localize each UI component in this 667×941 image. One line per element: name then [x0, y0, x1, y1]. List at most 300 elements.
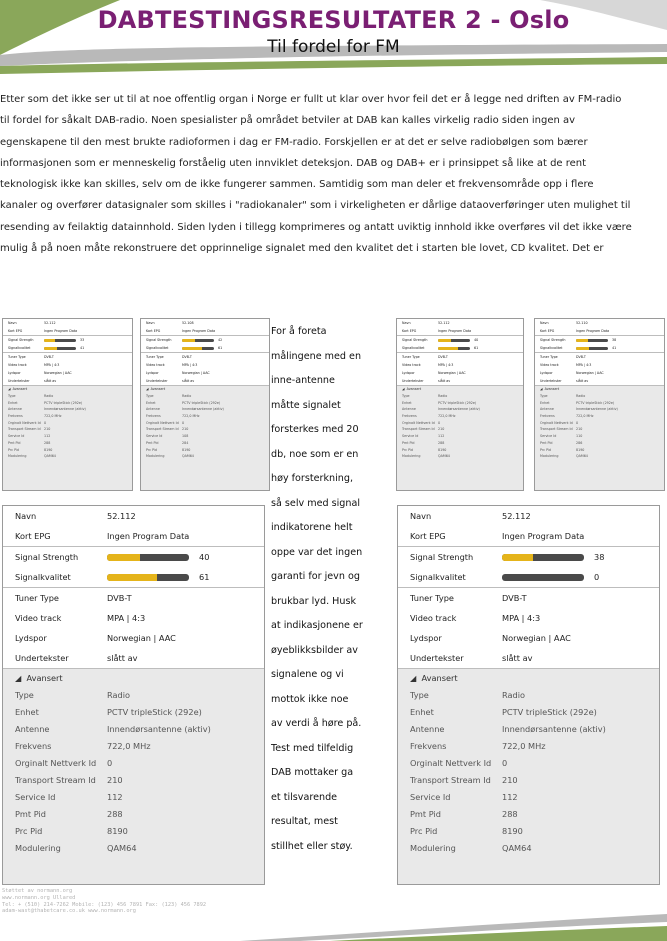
- signalkvalitet-bar-fill: [44, 347, 57, 350]
- value-prc-pid: 8190: [44, 447, 53, 452]
- signal-strength-bar-fill: [438, 339, 451, 342]
- row-lydspor: [398, 628, 659, 648]
- mid-line: et tilsvarende: [271, 791, 338, 803]
- row-service-id: [3, 433, 132, 440]
- row-signal-strength: [398, 547, 659, 567]
- advanced-toggle[interactable]: [535, 386, 664, 393]
- row-signalkvalitet: [535, 344, 664, 352]
- row-undertekster: [3, 377, 132, 385]
- row-antenne: [3, 406, 132, 413]
- value-navn: 52.112: [502, 511, 531, 521]
- row-signal-strength: [535, 336, 664, 344]
- label-tuner-type: Tuner Type: [410, 593, 454, 603]
- label-type: Type: [146, 394, 154, 399]
- advanced-toggle[interactable]: [3, 386, 132, 393]
- value-navn: 52.110: [576, 321, 588, 325]
- row-signalkvalitet: [141, 344, 269, 352]
- value-video-track: MPA | 4:3: [44, 363, 60, 367]
- row-type: [3, 393, 132, 400]
- advanced-label: Avansert: [12, 387, 28, 392]
- intro-line: mulig å på noen måte rekonstruere det opprinnelige signalet med den kvalitet det i starten ble lovet, CD kvalitet. Det er: [0, 243, 604, 255]
- row-tuner-type: [3, 588, 264, 608]
- row-signal-strength: [3, 547, 264, 567]
- value-video-track: MPA | 4:3: [576, 363, 592, 367]
- row-lydspor: [535, 369, 664, 377]
- label-signal-strength: Signal Strength: [8, 338, 34, 342]
- value-transport-stream-id: 210: [438, 427, 445, 432]
- row-frekvens: [3, 413, 132, 420]
- label-type: Type: [540, 394, 548, 399]
- panel-top-section: [398, 506, 659, 546]
- label-navn: Navn: [540, 321, 549, 325]
- value-signalkvalitet: 61: [218, 346, 223, 350]
- mid-line: inne-antenne: [271, 375, 335, 386]
- value-pmt-pid: 284: [182, 440, 189, 445]
- label-video-track: Video track: [402, 363, 421, 367]
- value-kort-epg: Ingen Program Data: [182, 329, 216, 333]
- value-navn: 52.112: [438, 321, 450, 325]
- value-service-id: 112: [44, 434, 51, 439]
- label-pmt-pid: Pmt Pid: [410, 808, 441, 819]
- signal-strength-bar: [438, 339, 470, 342]
- label-undertekster: Undertekster: [8, 379, 30, 383]
- value-lydspor: Norwegian | AAC: [182, 371, 210, 375]
- row-modulering: [398, 839, 659, 856]
- row-modulering: [3, 453, 132, 460]
- signalkvalitet-bar: [44, 347, 76, 350]
- value-signalkvalitet: 0: [594, 572, 600, 582]
- signalkvalitet-bar: [576, 347, 608, 350]
- value-kort-epg: Ingen Program Data: [576, 329, 610, 333]
- value-enhet: PCTV tripleStick (292e): [576, 400, 615, 405]
- row-signal-strength: [397, 336, 523, 344]
- footer-line: Tel: + (510) 214-7262 Mobile: (123) 456 7891 Fax: (123) 456 7892: [2, 901, 207, 908]
- signalkvalitet-bar-fill: [438, 347, 458, 350]
- value-type: Radio: [107, 689, 131, 700]
- collapse-triangle-icon: ◢: [8, 387, 13, 392]
- label-tuner-type: Tuner Type: [8, 355, 26, 359]
- value-video-track: MPA | 4:3: [107, 613, 146, 623]
- label-signalkvalitet: Signalkvalitet: [410, 572, 466, 582]
- label-kort-epg: Kort EPG: [15, 531, 51, 541]
- panel-top-section: [141, 319, 269, 335]
- label-prc-pid: Prc Pid: [15, 825, 43, 836]
- collapse-triangle-icon: ◢: [402, 387, 407, 392]
- mid-line: Test med tilfeldig: [271, 742, 354, 754]
- signal-strength-bar: [502, 554, 584, 561]
- label-type: Type: [402, 394, 410, 399]
- label-frekvens: Frekvens: [15, 740, 52, 751]
- label-orginalt-nettverk-id: Orginalt Nettverk Id: [8, 420, 41, 425]
- value-prc-pid: 8190: [182, 447, 191, 452]
- label-signal-strength: Signal Strength: [15, 552, 79, 562]
- value-enhet: PCTV tripleStick (292e): [44, 400, 83, 405]
- row-signalkvalitet: [3, 344, 132, 352]
- row-transport-stream-id: [398, 771, 659, 788]
- row-antenne: [398, 720, 659, 737]
- value-signal-strength: 40: [199, 552, 210, 562]
- row-video-track: [398, 608, 659, 628]
- label-kort-epg: Kort EPG: [8, 329, 23, 333]
- value-prc-pid: 8190: [576, 447, 585, 452]
- label-frekvens: Frekvens: [8, 414, 23, 419]
- row-tuner-type: [141, 353, 269, 361]
- value-modulering: QAM64: [576, 454, 588, 459]
- label-kort-epg: Kort EPG: [540, 329, 555, 333]
- value-transport-stream-id: 210: [44, 427, 51, 432]
- label-enhet: Enhet: [8, 400, 18, 405]
- row-undertekster: [3, 648, 264, 668]
- label-undertekster: Undertekster: [15, 653, 69, 663]
- value-navn: 52.112: [44, 321, 56, 325]
- row-video-track: [397, 361, 523, 369]
- signal-strength-bar-fill: [107, 554, 140, 561]
- signalkvalitet-bar-fill: [182, 347, 202, 350]
- label-pmt-pid: Pmt Pid: [146, 440, 159, 445]
- row-enhet: [3, 703, 264, 720]
- label-frekvens: Frekvens: [540, 414, 555, 419]
- label-prc-pid: Prc Pid: [146, 447, 157, 452]
- label-navn: Navn: [410, 511, 432, 521]
- collapse-triangle-icon: ◢: [15, 672, 27, 683]
- value-service-id: 108: [182, 434, 189, 439]
- signalkvalitet-bar: [438, 347, 470, 350]
- label-transport-stream-id: Transport Stream Id: [540, 427, 573, 432]
- label-signal-strength: Signal Strength: [540, 338, 566, 342]
- value-tuner-type: DVB-T: [44, 355, 54, 359]
- label-enhet: Enhet: [540, 400, 550, 405]
- row-navn: [141, 319, 269, 327]
- value-modulering: QAM64: [182, 454, 194, 459]
- advanced-label: Avansert: [421, 672, 458, 683]
- footer-line: www.normann.org Ullared: [2, 894, 76, 901]
- value-modulering: QAM64: [107, 842, 137, 853]
- advanced-toggle[interactable]: [397, 386, 523, 393]
- label-video-track: Video track: [540, 363, 559, 367]
- tuner-info-panel-small-4: [534, 318, 665, 491]
- footer-line: adam-wast@thabetcare.co.uk www.normann.org: [2, 908, 136, 915]
- signal-strength-bar: [44, 339, 76, 342]
- row-kort-epg: [398, 526, 659, 546]
- value-type: Radio: [438, 394, 448, 399]
- row-navn: [398, 506, 659, 526]
- row-orginalt-nettverk-id: [535, 419, 664, 426]
- label-undertekster: Undertekster: [540, 379, 562, 383]
- row-frekvens: [397, 413, 523, 420]
- tuner-info-panel-small-1: [2, 318, 133, 491]
- label-modulering: Modulering: [146, 454, 165, 459]
- value-frekvens: 722,0 MHz: [576, 414, 594, 419]
- row-lydspor: [141, 369, 269, 377]
- row-frekvens: [535, 413, 664, 420]
- row-service-id: [3, 788, 264, 805]
- value-tuner-type: DVB-T: [438, 355, 448, 359]
- label-service-id: Service Id: [410, 791, 451, 802]
- value-lydspor: Norwegian | AAC: [576, 371, 604, 375]
- row-modulering: [535, 453, 664, 460]
- intro-line: teknologisk ikke kan skilles, selv om de ikke fungerer sammen. Samtidig som man deler et frekvensområde opp i flere: [0, 179, 594, 191]
- label-signalkvalitet: Signalkvalitet: [15, 572, 71, 582]
- footer-line: Støttet av normann.org: [2, 888, 73, 894]
- value-tuner-type: DVB-T: [502, 593, 527, 603]
- label-antenne: Antenne: [146, 407, 160, 412]
- label-antenne: Antenne: [8, 407, 22, 412]
- label-frekvens: Frekvens: [146, 414, 161, 419]
- row-pmt-pid: [535, 440, 664, 447]
- mid-line: oppe var det ingen: [271, 546, 363, 558]
- advanced-toggle[interactable]: [141, 386, 269, 393]
- value-navn: 52.112: [107, 511, 136, 521]
- row-prc-pid: [3, 446, 132, 453]
- label-modulering: Modulering: [402, 454, 421, 459]
- label-orginalt-nettverk-id: Orginalt Nettverk Id: [402, 420, 435, 425]
- label-orginalt-nettverk-id: Orginalt Nettverk Id: [15, 757, 97, 768]
- row-undertekster: [398, 648, 659, 668]
- mid-line: indikatorene helt: [271, 522, 353, 533]
- value-signal-strength: 42: [218, 338, 223, 342]
- label-signal-strength: Signal Strength: [410, 552, 474, 562]
- label-undertekster: Undertekster: [410, 653, 464, 663]
- mid-line: så selv med signal: [271, 497, 360, 509]
- value-service-id: 112: [502, 791, 518, 802]
- advanced-section: [397, 386, 523, 460]
- row-lydspor: [397, 369, 523, 377]
- row-tuner-type: [397, 353, 523, 361]
- value-pmt-pid: 288: [107, 808, 123, 819]
- advanced-section: [3, 386, 132, 460]
- value-frekvens: 722,0 MHz: [44, 414, 62, 419]
- row-signalkvalitet: [3, 567, 264, 587]
- row-kort-epg: [3, 327, 132, 335]
- row-orginalt-nettverk-id: [397, 419, 523, 426]
- intro-line: Etter som det ikke ser ut til at noe offentlig organ i Norge er fullt ut klar over hvor feil det er å legge ned driften av FM-radio: [0, 94, 622, 105]
- mid-line: For å foreta: [271, 326, 327, 337]
- label-navn: Navn: [15, 511, 37, 521]
- signal-strength-bar: [182, 339, 214, 342]
- label-transport-stream-id: Transport Stream Id: [146, 427, 179, 432]
- row-antenne: [397, 406, 523, 413]
- row-navn: [535, 319, 664, 327]
- advanced-toggle[interactable]: [3, 669, 264, 686]
- mid-line: av verdi å høre på.: [271, 718, 362, 729]
- intro-line: resending av feilaktig datainnhold. Siden lyden i tillegg komprimeres og antatt uviktig innhold ikke overføres vil det ikke være: [0, 221, 632, 233]
- collapse-triangle-icon: ◢: [146, 387, 151, 392]
- value-type: Radio: [182, 394, 192, 399]
- value-enhet: PCTV tripleStick (292e): [182, 400, 221, 405]
- row-modulering: [3, 839, 264, 856]
- panel-signal-section: [141, 336, 269, 352]
- row-orginalt-nettverk-id: [141, 419, 269, 426]
- value-pmt-pid: 288: [438, 440, 445, 445]
- value-enhet: PCTV tripleStick (292e): [502, 706, 597, 717]
- label-service-id: Service Id: [540, 434, 557, 439]
- row-orginalt-nettverk-id: [3, 754, 264, 771]
- value-type: Radio: [576, 394, 586, 399]
- advanced-section: [141, 386, 269, 460]
- row-modulering: [397, 453, 523, 460]
- row-frekvens: [398, 737, 659, 754]
- row-transport-stream-id: [3, 426, 132, 433]
- mid-line: signalene og vi: [271, 669, 344, 680]
- label-orginalt-nettverk-id: Orginalt Nettverk Id: [410, 757, 492, 768]
- label-lydspor: Lydspor: [8, 371, 21, 375]
- advanced-section: [535, 386, 664, 460]
- value-signalkvalitet: 61: [474, 346, 479, 350]
- tuner-info-panel-small-3: [396, 318, 524, 491]
- label-tuner-type: Tuner Type: [146, 355, 164, 359]
- value-navn: 52.108: [182, 321, 194, 325]
- advanced-label: Avansert: [544, 387, 560, 392]
- row-signalkvalitet: [397, 344, 523, 352]
- row-kort-epg: [535, 327, 664, 335]
- row-service-id: [535, 433, 664, 440]
- value-kort-epg: Ingen Program Data: [502, 531, 585, 541]
- label-modulering: Modulering: [8, 454, 27, 459]
- panel-track-section: [3, 353, 132, 385]
- row-antenne: [535, 406, 664, 413]
- label-enhet: Enhet: [410, 706, 434, 717]
- panel-track-section: [535, 353, 664, 385]
- intro-paragraph: [0, 89, 667, 259]
- label-tuner-type: Tuner Type: [402, 355, 420, 359]
- row-service-id: [398, 788, 659, 805]
- row-enhet: [141, 399, 269, 406]
- label-type: Type: [15, 689, 34, 700]
- row-tuner-type: [398, 588, 659, 608]
- advanced-section: [398, 669, 659, 856]
- row-lydspor: [3, 369, 132, 377]
- label-modulering: Modulering: [410, 842, 456, 853]
- value-signalkvalitet: 61: [199, 572, 210, 582]
- value-lydspor: Norwegian | AAC: [44, 371, 72, 375]
- value-signalkvalitet: 41: [80, 346, 85, 350]
- value-undertekster: slått av: [438, 379, 451, 383]
- value-orginalt-nettverk-id: 0: [107, 757, 113, 768]
- row-type: [3, 686, 264, 703]
- value-prc-pid: 8190: [502, 825, 523, 836]
- label-signal-strength: Signal Strength: [402, 338, 428, 342]
- value-signal-strength: 38: [612, 338, 617, 342]
- mid-line: måtte signalet: [271, 399, 341, 411]
- advanced-label: Avansert: [406, 387, 422, 392]
- row-signal-strength: [141, 336, 269, 344]
- label-pmt-pid: Pmt Pid: [540, 440, 553, 445]
- label-prc-pid: Prc Pid: [8, 447, 19, 452]
- row-signal-strength: [3, 336, 132, 344]
- label-undertekster: Undertekster: [146, 379, 168, 383]
- value-video-track: MPA | 4:3: [502, 613, 541, 623]
- label-enhet: Enhet: [402, 400, 412, 405]
- row-undertekster: [141, 377, 269, 385]
- row-kort-epg: [3, 526, 264, 546]
- label-video-track: Video track: [15, 613, 62, 623]
- middle-text-column: [271, 320, 383, 859]
- label-kort-epg: Kort EPG: [410, 531, 446, 541]
- value-antenne: Innendørsantenne (aktiv): [502, 723, 606, 734]
- label-lydspor: Lydspor: [410, 633, 442, 643]
- label-type: Type: [8, 394, 16, 399]
- label-frekvens: Frekvens: [410, 740, 447, 751]
- row-prc-pid: [398, 822, 659, 839]
- label-service-id: Service Id: [15, 791, 56, 802]
- row-undertekster: [397, 377, 523, 385]
- panel-track-section: [3, 588, 264, 668]
- label-lydspor: Lydspor: [146, 371, 159, 375]
- value-prc-pid: 8190: [107, 825, 128, 836]
- row-video-track: [3, 361, 132, 369]
- collapse-triangle-icon: ◢: [540, 387, 545, 392]
- row-type: [535, 393, 664, 400]
- label-signal-strength: Signal Strength: [146, 338, 172, 342]
- row-navn: [3, 319, 132, 327]
- mid-line: stillhet eller støy.: [271, 840, 353, 852]
- value-tuner-type: DVB-T: [576, 355, 586, 359]
- value-orginalt-nettverk-id: 0: [502, 757, 508, 768]
- label-signalkvalitet: Signalkvalitet: [8, 346, 31, 350]
- value-pmt-pid: 288: [44, 440, 51, 445]
- row-pmt-pid: [3, 805, 264, 822]
- row-frekvens: [3, 737, 264, 754]
- value-transport-stream-id: 210: [502, 774, 518, 785]
- value-pmt-pid: 288: [502, 808, 518, 819]
- value-kort-epg: Ingen Program Data: [44, 329, 78, 333]
- row-pmt-pid: [141, 440, 269, 447]
- label-prc-pid: Prc Pid: [410, 825, 438, 836]
- value-transport-stream-id: 210: [576, 427, 583, 432]
- label-orginalt-nettverk-id: Orginalt Nettverk Id: [540, 420, 573, 425]
- label-modulering: Modulering: [540, 454, 559, 459]
- advanced-toggle[interactable]: [398, 669, 659, 686]
- label-antenne: Antenne: [540, 407, 554, 412]
- label-transport-stream-id: Transport Stream Id: [8, 427, 41, 432]
- panel-top-section: [535, 319, 664, 335]
- row-prc-pid: [535, 446, 664, 453]
- row-tuner-type: [3, 353, 132, 361]
- signal-strength-bar: [576, 339, 608, 342]
- value-antenne: Innendørsantenne (aktiv): [182, 407, 224, 412]
- row-transport-stream-id: [141, 426, 269, 433]
- label-pmt-pid: Pmt Pid: [402, 440, 415, 445]
- value-undertekster: slått av: [107, 653, 138, 663]
- panel-top-section: [397, 319, 523, 335]
- value-tuner-type: DVB-T: [107, 593, 132, 603]
- intro-line: kanaler og overfører datasignaler som skilles i "radiokanaler" som i virkeligheten er dårlige dataoverføringer uten mulighet til: [0, 200, 631, 212]
- value-lydspor: Norwegian | AAC: [438, 371, 466, 375]
- mid-line: forsterkes med 20: [271, 424, 359, 435]
- label-frekvens: Frekvens: [402, 414, 417, 419]
- label-pmt-pid: Pmt Pid: [15, 808, 46, 819]
- value-orginalt-nettverk-id: 0: [44, 420, 47, 425]
- intro-line: informasjonen som er menneskelig forståelig uten innviklet deteksjon. DAB og DAB+ er i prinsippet så like at de rent: [0, 157, 587, 169]
- header-banner: [0, 0, 667, 78]
- label-type: Type: [410, 689, 429, 700]
- advanced-label: Avansert: [26, 672, 63, 683]
- value-prc-pid: 8190: [438, 447, 447, 452]
- value-enhet: PCTV tripleStick (292e): [438, 400, 477, 405]
- row-enhet: [535, 399, 664, 406]
- value-lydspor: Norwegian | AAC: [502, 633, 571, 643]
- row-pmt-pid: [398, 805, 659, 822]
- row-video-track: [141, 361, 269, 369]
- value-orginalt-nettverk-id: 0: [182, 420, 185, 425]
- label-enhet: Enhet: [146, 400, 156, 405]
- row-undertekster: [535, 377, 664, 385]
- label-tuner-type: Tuner Type: [15, 593, 59, 603]
- signal-strength-bar-fill: [44, 339, 55, 342]
- row-pmt-pid: [397, 440, 523, 447]
- label-enhet: Enhet: [15, 706, 39, 717]
- signal-strength-bar-fill: [182, 339, 195, 342]
